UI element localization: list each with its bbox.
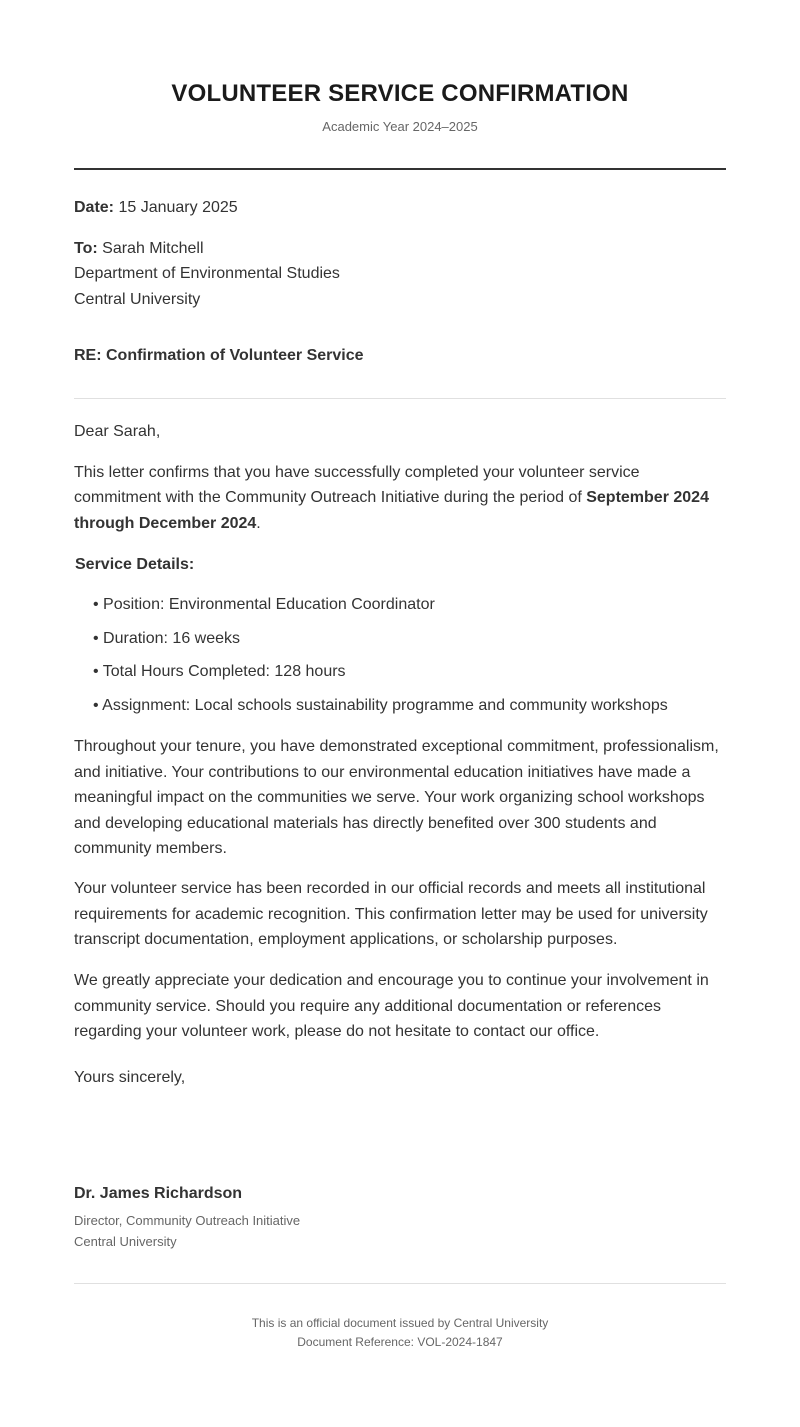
to-label: To: [74, 240, 98, 257]
academic-year-subtitle: Academic Year 2024–2025 [322, 119, 478, 134]
signatory-name: Dr. James Richardson [74, 1185, 243, 1202]
date-label: Date: [74, 199, 115, 216]
signatory-institution: Central University [74, 1234, 177, 1249]
date-line [74, 198, 238, 218]
intro-line-3 [74, 514, 261, 534]
commendation-paragraph: Throughout your tenure, you have demonstrated exceptional commitment, professionalism, and initiative. Your contributions to our environmental education initiatives have made a meaningful impact on the communities we serve. Your work organizing school workshops and developing educational materials has directly benefited over 300 students and community members. [74, 738, 719, 858]
footer-document-reference: Document Reference: VOL-2024-1847 [297, 1335, 503, 1349]
detail-assignment: • Assignment: Local schools sustainability programme and community workshops [93, 697, 668, 714]
recipient-line [74, 239, 204, 259]
recipient-name: Sarah Mitchell [102, 240, 204, 257]
document-title: VOLUNTEER SERVICE CONFIRMATION [171, 80, 629, 107]
intro-line-2-text: commitment with the Community Outreach Initiative during the period of [74, 489, 587, 506]
detail-hours: • Total Hours Completed: 128 hours [93, 663, 346, 680]
closing: Yours sincerely, [74, 1069, 186, 1086]
service-end: through December 2024 [74, 515, 257, 532]
subject-line: RE: Confirmation of Volunteer Service [74, 347, 364, 364]
recipient-department: Department of Environmental Studies [74, 265, 340, 282]
appreciation-paragraph: We greatly appreciate your dedication and encourage you to continue your involvement in community service. Should you require any additional documentation or references regarding your volunteer work, please do not hesitate to contact our office. [74, 972, 709, 1041]
detail-duration: • Duration: 16 weeks [93, 630, 241, 647]
intro-line-1: This letter confirms that you have successfully completed your volunteer service [74, 464, 640, 481]
recipient-institution: Central University [74, 291, 201, 308]
footer-divider [74, 1283, 726, 1284]
date-value: 15 January 2025 [118, 199, 238, 216]
detail-position: • Position: Environmental Education Coordinator [93, 596, 435, 613]
intro-line-3-end: . [256, 515, 261, 532]
footer-official-note: This is an official document issued by Central University [251, 1316, 549, 1330]
subject-divider [74, 398, 726, 399]
signatory-title: Director, Community Outreach Initiative [74, 1213, 301, 1228]
service-start: September 2024 [586, 489, 709, 506]
intro-line-2 [74, 488, 709, 508]
records-paragraph: Your volunteer service has been recorded in our official records and meets all institutional requirements for academic recognition. This confirmation letter may be used for university transcript documentation, employment applications, or scholarship purposes. [74, 880, 708, 949]
service-details-heading: Service Details: [75, 556, 195, 573]
salutation: Dear Sarah, [74, 423, 161, 440]
header-divider [74, 168, 726, 170]
